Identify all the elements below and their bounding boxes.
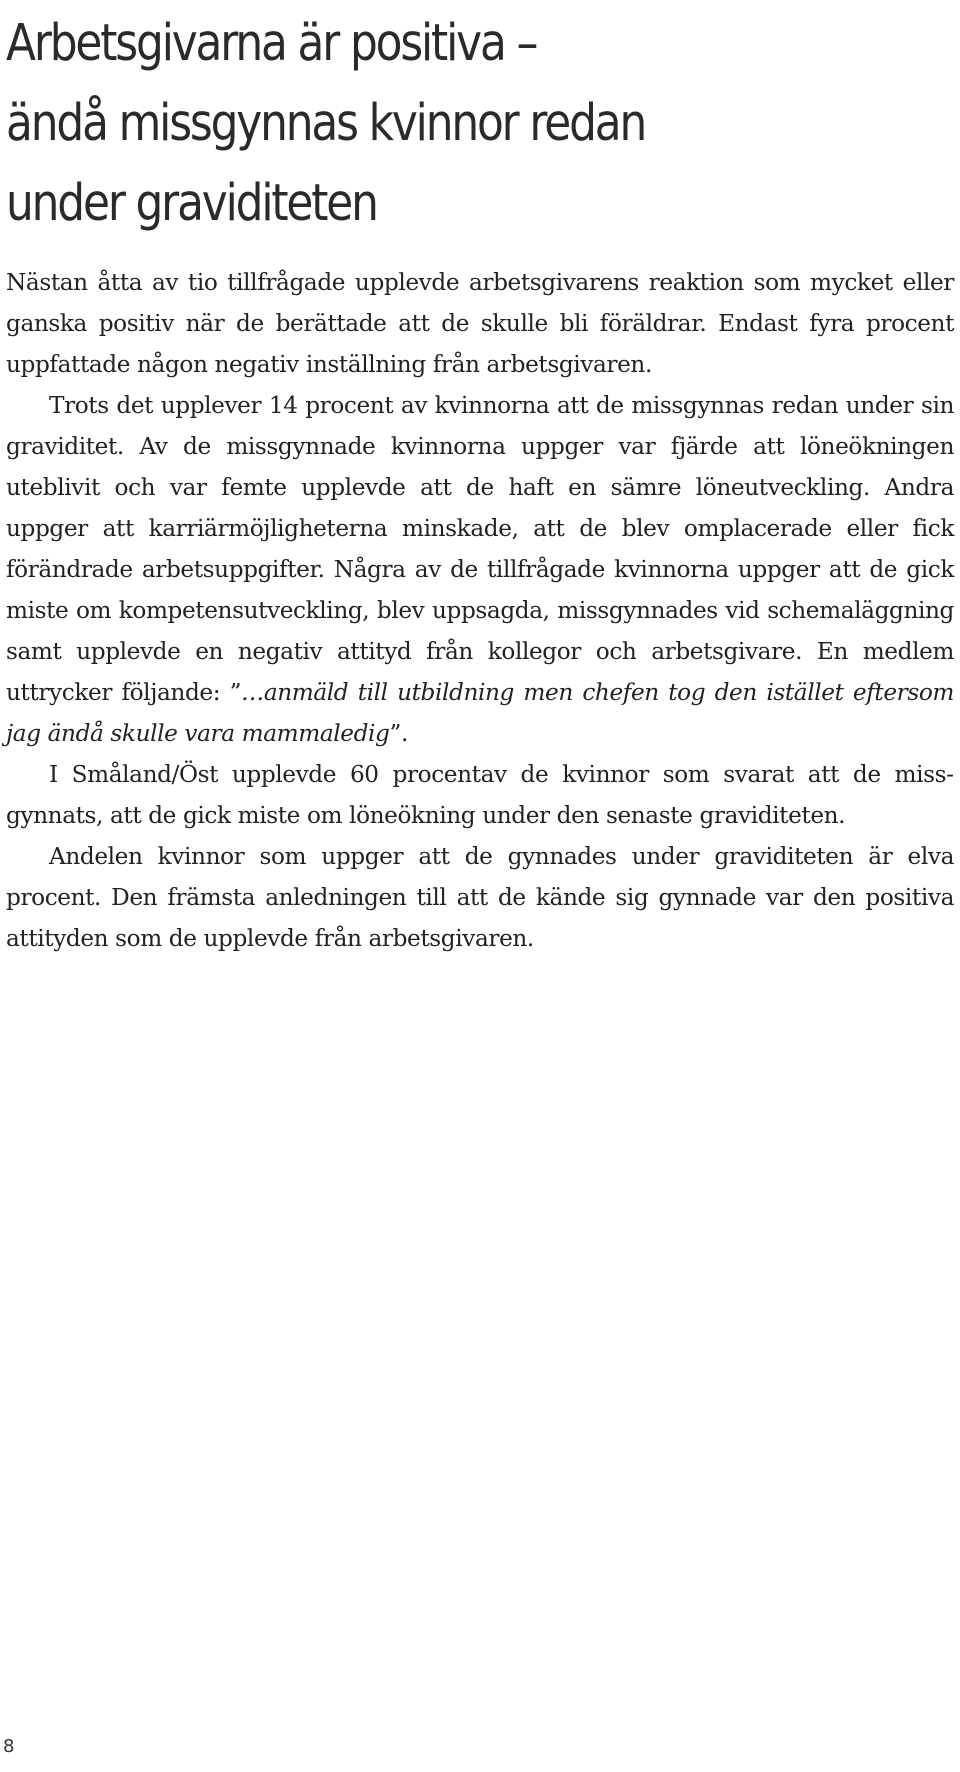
paragraph-4: Andelen kvinnor som uppger att de gynnades under graviditeten är elva procent. Den främsta anledningen till att de kände sig gynnade var den positiva attityden som de upplevde från arbetsgivaren. [6,843,954,952]
heading-line-2: ändå missgynnas kvinnor redan [6,94,646,153]
heading-line-3: under graviditeten [6,174,377,233]
page-heading [6,4,814,244]
paragraph-3: I Småland/Öst upplevde 60 procentav de kvinnor som svarat att de missgynnats, att de gick miste om löneökning under den senaste graviditeten. [6,761,954,829]
body-text [6,262,954,959]
heading-line-1: Arbetsgivarna är positiva – [6,14,537,73]
page-number: 8 [3,1736,15,1757]
paragraph-2 [6,385,954,754]
member-quote: …anmäld till utbildning men chefen tog den istället eftersom jag ändå skulle vara mammaledig [6,679,955,747]
paragraph-2-text: Trots det upplever 14 procent av kvinnorna att de missgynnas redan under sin graviditet. Av de missgynnade kvinnorna uppger var fjärde att löneökningen uteblivit och var femte upplevde att de haft en sämre löneutveckling. Andra uppger att karriärmöjligheterna minskade, att de blev omplacerade eller fick förändrade arbetsuppgifter. Några av de tillfrågade kvinnorna uppger att de gick miste om kompetensutveckling, blev uppsagda, missgynnades vid schemaläggning samt upplevde en negativ attityd från kollegor och arbetsgivare. En medlem uttrycker följande: ” [6,392,954,706]
paragraph-1: Nästan åtta av tio tillfrågade upplevde arbetsgivarens reaktion som mycket eller ganska positiv när de berättade att de skulle bli föräldrar. Endast fyra procent uppfattade någon negativ inställning från arbetsgivaren. [6,269,954,378]
paragraph-2-end: ”. [389,720,408,747]
